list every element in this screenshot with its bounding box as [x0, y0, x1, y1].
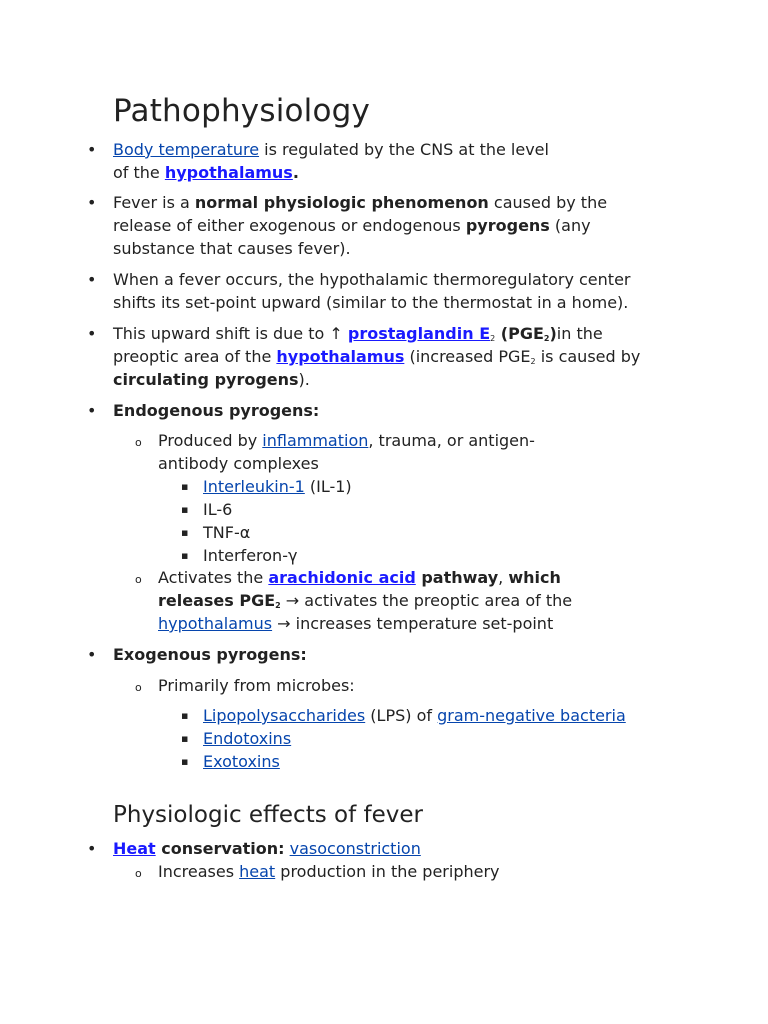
bullet-disc: • [87, 839, 97, 858]
bullet-square: ▪ [181, 709, 189, 722]
hypothalamus-link[interactable]: hypothalamus [276, 347, 405, 366]
activates-item: Activates the arachidonic acid pathway, which releases $PGE_2$ → activates the preoptic area of the hypothalamus → increases temperature set-point [158, 568, 573, 633]
bullet-circle: o [135, 867, 142, 880]
heat-link[interactable]: heat [239, 862, 276, 881]
endogenous-heading: Endogenous pyrogens: [113, 401, 320, 420]
bullet-square: ▪ [181, 755, 189, 768]
bullet-circle: o [135, 436, 142, 449]
inflammation-link[interactable]: inflammation [262, 431, 369, 450]
exotoxins-item [203, 750, 658, 773]
bullet-disc: • [87, 140, 97, 159]
bullet-square: ▪ [181, 503, 189, 516]
bullet-disc: • [87, 401, 97, 420]
bullet-disc: • [87, 270, 97, 289]
produced-by-item: Produced by inflammation, trauma, or antigen-antibody complexes [158, 431, 535, 473]
primarily-item: Primarily from microbes: [158, 676, 355, 695]
prostaglandin-link[interactable]: prostaglandin E [347, 324, 491, 343]
interleukin-1-link[interactable]: Interleukin-1 [203, 477, 305, 496]
list-item-prostaglandin: This upward shift is due to ↑ prostaglandin $E_2$ $(PGE_2)in$ the preoptic area of the hypothalamus (increased $PGE_2$ is caused by circulating pyrogens). [113, 324, 641, 389]
lipopolysaccharides-link[interactable]: Lipopolysaccharides [203, 706, 366, 725]
bullet-square: ▪ [181, 732, 189, 745]
heat-link[interactable]: Heat [113, 839, 156, 858]
hypothalamus-link[interactable]: hypothalamus [164, 163, 293, 182]
cytokine-item: Interleukin-1 (IL-1) [203, 477, 352, 496]
exotoxins-link[interactable]: Exotoxins [203, 752, 280, 771]
bullet-square: ▪ [181, 526, 189, 539]
list-item-body-temperature: Body temperature is regulated by the CNS at the level of the hypothalamus. [113, 140, 549, 182]
list-item-fever: Fever is a normal physiologic phenomenon caused by the release of either exogenous or endogenous pyrogens (any substance that causes fever). [113, 193, 608, 258]
body-temperature-link[interactable]: Body temperature [113, 140, 260, 159]
hypothalamus-link[interactable]: hypothalamus [158, 614, 273, 633]
endotoxins-link[interactable]: Endotoxins [203, 729, 292, 748]
bullet-disc: • [87, 324, 97, 343]
lps-item: Lipopolysaccharides (LPS) of gram-negative bacteria [203, 706, 626, 725]
bullet-square: ▪ [181, 480, 189, 493]
increases-heat-item: Increases heat production in the periphery [158, 862, 500, 881]
arachidonic-acid-link[interactable]: arachidonic acid [268, 568, 416, 587]
cytokine-item: TNF-α [203, 523, 251, 542]
endotoxins-item [203, 727, 658, 750]
page-title: Pathophysiology [113, 93, 371, 129]
bullet-disc: • [87, 193, 97, 212]
bullet-circle: o [135, 681, 142, 694]
bullet-disc: • [87, 645, 97, 664]
cytokine-item: IL-6 [203, 500, 233, 519]
section-title: Physiologic effects of fever [113, 802, 423, 828]
heat-conservation-item: Heat conservation: vasoconstriction [113, 839, 421, 858]
list-item-set-point: When a fever occurs, the hypothalamic thermoregulatory center shifts its set-point upward (similar to the thermostat in a home). [113, 270, 631, 312]
exogenous-heading: Exogenous pyrogens: [113, 645, 307, 664]
cytokine-item: Interferon-γ [203, 546, 298, 565]
bullet-square: ▪ [181, 549, 189, 562]
vasoconstriction-link[interactable]: vasoconstriction [289, 839, 421, 858]
gram-negative-bacteria-link[interactable]: gram-negative bacteria [437, 706, 626, 725]
bullet-circle: o [135, 573, 142, 586]
